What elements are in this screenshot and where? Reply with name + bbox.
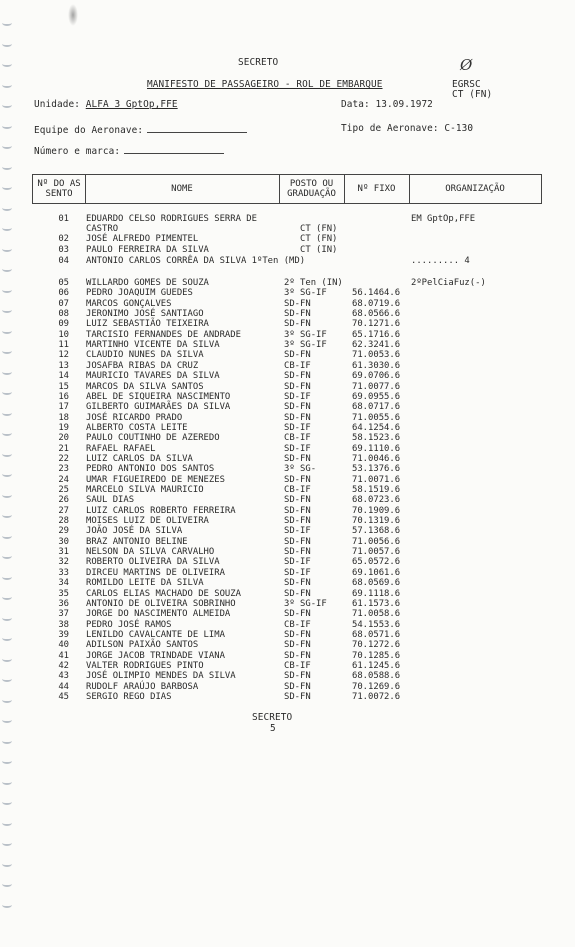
passenger-name: LUIZ CARLOS ROBERTO FERREIRA <box>86 505 236 516</box>
rank: SD-FN <box>284 516 311 527</box>
table-row <box>0 234 575 244</box>
table-row <box>0 640 575 650</box>
organization: EM GptOp,FFE <box>411 214 476 224</box>
table-row <box>0 245 575 255</box>
passenger-name: JOSÉ OLIMPIO MENDES DA SILVA <box>86 671 236 682</box>
seat-number: 11 <box>58 340 69 351</box>
rank: SD-FN <box>284 671 311 682</box>
rank: SD-FN <box>284 298 311 309</box>
table-row <box>0 661 575 671</box>
col-header-org: ORGANIZAÇÃO <box>445 184 505 194</box>
fixed-number: 70.1285.6 <box>352 650 401 661</box>
table-row <box>0 682 575 692</box>
fixed-number: 71.0077.6 <box>352 381 401 392</box>
table-row <box>0 578 575 588</box>
passenger-name: ANTONIO CARLOS CORRÊA DA SILVA 1ºTen (MD) <box>86 256 306 266</box>
numero-field <box>34 145 224 156</box>
footer-classification: SECRETO <box>252 712 293 723</box>
unidade-value: ALFA 3 GptOp,FFE <box>85 99 178 110</box>
passenger-name: BRAZ ANTONIO BELINE <box>86 536 188 547</box>
passenger-name: LENILDO CAVALCANTE DE LIMA <box>86 629 225 640</box>
table-row <box>0 361 575 371</box>
rank: SD-FN <box>284 412 311 423</box>
binder-hole <box>2 881 12 887</box>
table-header <box>32 174 542 204</box>
seat-number: 35 <box>58 588 69 599</box>
col-header-nome: NOME <box>171 184 193 194</box>
passenger-name: ANTONIO DE OLIVEIRA SOBRINHO <box>86 598 236 609</box>
table-row <box>0 319 575 329</box>
staple-mark <box>68 4 78 26</box>
fixed-number: 71.0057.6 <box>352 547 401 558</box>
tipo-value: C-130 <box>444 123 474 134</box>
rank: 3º SG-IF <box>284 288 327 299</box>
rank: SD-FN <box>284 371 311 382</box>
binder-hole <box>2 41 12 47</box>
binder-hole <box>2 738 12 744</box>
passenger-name: SAUL DIAS <box>86 495 135 506</box>
rank: CT (FN) <box>300 234 338 244</box>
seat-number: 03 <box>58 245 69 255</box>
rank: 2º Ten (IN) <box>284 278 343 288</box>
fixed-number: 71.0055.6 <box>352 412 401 423</box>
tipo-field <box>341 124 473 133</box>
binder-hole <box>2 820 12 826</box>
seat-number: 41 <box>58 650 69 661</box>
table-row <box>0 671 575 681</box>
passenger-name: PEDRO JOSÉ RAMOS <box>86 619 172 630</box>
table-row <box>0 526 575 536</box>
passenger-name: RAFAEL RAFAEL <box>86 443 156 454</box>
table-row <box>0 423 575 433</box>
fixed-number: 65.1716.6 <box>352 329 401 340</box>
table-row <box>0 330 575 340</box>
seat-number: 20 <box>58 433 69 444</box>
seat-number: 44 <box>58 681 69 692</box>
equipe-field <box>34 124 247 135</box>
rank: SD-IF <box>284 567 311 578</box>
passenger-name: ADILSON PAIXÃO SANTOS <box>86 640 199 651</box>
fixed-number: 58.1523.6 <box>352 433 401 444</box>
table-row <box>0 454 575 464</box>
seat-number: 31 <box>58 547 69 558</box>
rank: CT (IN) <box>300 245 338 255</box>
fixed-number: 68.0723.6 <box>352 495 401 506</box>
rank: CB-IF <box>284 485 311 495</box>
rank: 3º SG-IF <box>284 340 327 351</box>
top-classification: SECRETO <box>238 57 279 68</box>
table-row <box>0 288 575 298</box>
rank: SD-FN <box>284 588 311 599</box>
seat-number: 19 <box>58 422 69 433</box>
table-row <box>0 256 575 266</box>
passenger-name: MARCELO SILVA MAURICIO <box>86 485 204 495</box>
table-row <box>0 475 575 485</box>
seat-number: 24 <box>58 474 69 485</box>
stamp-line1: EGRSC <box>452 79 481 90</box>
binder-hole <box>2 902 12 908</box>
binder-hole <box>2 758 12 764</box>
passenger-name: MARCOS DA SILVA SANTOS <box>86 381 204 392</box>
fixed-number: 70.1271.6 <box>352 319 401 330</box>
passenger-name: JOSÉ RICARDO PRADO <box>86 412 183 423</box>
equipe-blank <box>147 124 247 133</box>
passenger-name: GILBERTO GUIMARÃES DA SILVA <box>86 402 231 413</box>
numero-blank <box>124 145 224 154</box>
seat-number: 32 <box>58 557 69 568</box>
seat-number: 45 <box>58 692 69 702</box>
fixed-number: 71.0071.6 <box>352 474 401 485</box>
passenger-name: JORGE DO NASCIMENTO ALMEIDA <box>86 609 231 620</box>
rank: CB-IF <box>284 360 311 371</box>
rank: SD-FN <box>284 319 311 330</box>
document-title: MANIFESTO DE PASSAGEIRO - ROL DE EMBARQUE <box>147 79 383 90</box>
rank: CB-IF <box>284 660 311 671</box>
seat-number: 42 <box>58 660 69 671</box>
table-row <box>0 382 575 392</box>
organization: 2ºPelCiaFuz(-) <box>411 278 486 288</box>
seat-number: 10 <box>58 329 69 340</box>
table-row <box>0 224 575 234</box>
binder-hole <box>2 266 12 272</box>
col-header-posto <box>279 179 344 199</box>
binder-hole <box>2 799 12 805</box>
seat-number: 36 <box>58 598 69 609</box>
passenger-name: ROBERTO OLIVEIRA DA SILVA <box>86 557 220 568</box>
rank: 3º SG-IF <box>284 598 327 609</box>
col-header-seat <box>33 179 85 199</box>
passenger-name: CLAUDIO NUNES DA SILVA <box>86 350 204 361</box>
rank: SD-FN <box>284 536 311 547</box>
table-row <box>0 547 575 557</box>
fixed-number: 71.0072.6 <box>352 692 401 702</box>
seat-number: 25 <box>58 485 69 495</box>
seat-number: 17 <box>58 402 69 413</box>
passenger-name: JOSÉ ALFREDO PIMENTEL <box>86 234 199 244</box>
table-row <box>0 464 575 474</box>
seat-number: 18 <box>58 412 69 423</box>
rank: 3º SG-IF <box>284 329 327 340</box>
fixed-number: 68.0719.6 <box>352 298 401 309</box>
seat-number: 21 <box>58 443 69 454</box>
rank: SD-IF <box>284 557 311 568</box>
seat-number: 28 <box>58 516 69 527</box>
table-row <box>0 214 575 224</box>
table-row <box>0 620 575 630</box>
rank: SD-FN <box>284 495 311 506</box>
binder-hole <box>2 840 12 846</box>
table-row <box>0 599 575 609</box>
fixed-number: 61.1245.6 <box>352 660 401 671</box>
fixed-number: 69.1110.6 <box>352 443 401 454</box>
table-row <box>0 350 575 360</box>
seat-number: 33 <box>58 567 69 578</box>
fixed-number: 71.0058.6 <box>352 609 401 620</box>
seat-number: 34 <box>58 578 69 589</box>
fixed-number: 70.1272.6 <box>352 640 401 651</box>
fixed-number: 69.1118.6 <box>352 588 401 599</box>
passenger-name: EDUARDO CELSO RODRIGUES SERRA DE <box>86 214 257 224</box>
rank: SD-IF <box>284 526 311 537</box>
seat-number: 23 <box>58 464 69 475</box>
passenger-name: LUIZ CARLOS DA SILVA <box>86 453 193 464</box>
col-header-seat-line2: SENTO <box>45 189 73 199</box>
rank: SD-FN <box>284 350 311 361</box>
rank: SD-FN <box>284 453 311 464</box>
data-value: 13.09.1972 <box>375 99 433 110</box>
fixed-number: 69.0955.6 <box>352 391 401 402</box>
table-row <box>0 568 575 578</box>
seat-number: 07 <box>58 298 69 309</box>
handwritten-mark: Ø <box>460 56 473 74</box>
binder-hole <box>2 861 12 867</box>
binder-hole <box>2 102 12 108</box>
table-row <box>0 506 575 516</box>
passenger-name: RUDOLF ARAÚJO BARBOSA <box>86 681 199 692</box>
seat-number: 12 <box>58 350 69 361</box>
fixed-number: 68.0571.6 <box>352 629 401 640</box>
rank: SD-IF <box>284 391 311 402</box>
rank: SD-FN <box>284 505 311 516</box>
fixed-number: 65.0572.6 <box>352 557 401 568</box>
fixed-number: 57.1368.6 <box>352 526 401 537</box>
table-row <box>0 692 575 702</box>
seat-number: 05 <box>58 278 69 288</box>
seat-number: 40 <box>58 640 69 651</box>
passenger-name: SERGIO REGO DIAS <box>86 692 172 702</box>
table-row <box>0 299 575 309</box>
unidade-field <box>34 100 178 109</box>
page-number: 5 <box>270 723 276 734</box>
fixed-number: 71.0053.6 <box>352 350 401 361</box>
passenger-name: MOISES LUIZ DE OLIVEIRA <box>86 516 209 527</box>
passenger-name: MAURICIO TAVARES DA SILVA <box>86 371 220 382</box>
passenger-name: PAULO FERREIRA DA SILVA <box>86 245 209 255</box>
rank: SD-FN <box>284 640 311 651</box>
fixed-number: 68.0717.6 <box>352 402 401 413</box>
seat-number: 08 <box>58 309 69 320</box>
rank: SD-IF <box>284 422 311 433</box>
seat-number: 14 <box>58 371 69 382</box>
binder-hole <box>2 61 12 67</box>
seat-number: 30 <box>58 536 69 547</box>
col-header-seat-line1: Nº DO AS <box>37 179 81 189</box>
passenger-name: JORGE JACOB TRINDADE VIANA <box>86 650 225 661</box>
rank: SD-FN <box>284 402 311 413</box>
fixed-number: 54.1553.6 <box>352 619 401 630</box>
unidade-label: Unidade: <box>34 99 80 110</box>
seat-number: 04 <box>58 256 69 266</box>
fixed-number: 70.1319.6 <box>352 516 401 527</box>
rank: SD-FN <box>284 578 311 589</box>
passenger-name: ALBERTO COSTA LEITE <box>86 422 188 433</box>
equipe-label: Equipe do Aeronave: <box>34 125 144 136</box>
table-row <box>0 278 575 288</box>
passenger-name: ABEL DE SIQUEIRA NASCIMENTO <box>86 391 231 402</box>
passenger-name: PEDRO ANTONIO DOS SANTOS <box>86 464 215 475</box>
fixed-number: 56.1464.6 <box>352 288 401 299</box>
seat-number: 26 <box>58 495 69 506</box>
table-row <box>0 444 575 454</box>
passenger-name: MARCOS GONÇALVES <box>86 298 172 309</box>
numero-label: Número e marca: <box>34 146 121 157</box>
table-row <box>0 651 575 661</box>
table-row <box>0 402 575 412</box>
col-header-fixo: Nº FIXO <box>357 184 396 194</box>
stamp-line2: CT (FN) <box>452 89 493 100</box>
rank: 3º SG- <box>284 464 317 475</box>
fixed-number: 68.0569.6 <box>352 578 401 589</box>
binder-hole <box>2 717 12 723</box>
seat-number: 43 <box>58 671 69 682</box>
binder-hole <box>2 82 12 88</box>
passenger-name: JOÃO JOSÉ DA SILVA <box>86 526 183 537</box>
binder-hole <box>2 20 12 26</box>
fixed-number: 68.0588.6 <box>352 671 401 682</box>
binder-hole <box>2 779 12 785</box>
table-row <box>0 589 575 599</box>
passenger-name: MARTINHO VICENTE DA SILVA <box>86 340 220 351</box>
rank: SD-FN <box>284 681 311 692</box>
rank: SD-FN <box>284 309 311 320</box>
data-field <box>341 100 433 109</box>
passenger-name: PAULO COUTINHO DE AZEREDO <box>86 433 220 444</box>
rank: SD-FN <box>284 650 311 661</box>
fixed-number: 70.1269.6 <box>352 681 401 692</box>
passenger-name: JOSAFBA RIBAS DA CRUZ <box>86 360 199 371</box>
fixed-number: 62.3241.6 <box>352 340 401 351</box>
rank: SD-IF <box>284 443 311 454</box>
fixed-number: 70.1909.6 <box>352 505 401 516</box>
seat-number: 02 <box>58 234 69 244</box>
seat-number: 22 <box>58 453 69 464</box>
table-row <box>0 557 575 567</box>
rank: SD-FN <box>284 609 311 620</box>
seat-number: 13 <box>58 360 69 371</box>
fixed-number: 69.1061.6 <box>352 567 401 578</box>
fixed-number: 61.1573.6 <box>352 598 401 609</box>
fixed-number: 53.1376.6 <box>352 464 401 475</box>
table-row <box>0 630 575 640</box>
rank: SD-FN <box>284 629 311 640</box>
fixed-number: 71.0046.6 <box>352 453 401 464</box>
passenger-name: PEDRO JOAQUIM GUEDES <box>86 288 193 299</box>
fixed-number: 69.0706.6 <box>352 371 401 382</box>
binder-hole <box>2 164 12 170</box>
passenger-name: DIRCEU MARTINS DE OLIVEIRA <box>86 567 225 578</box>
passenger-name: LUIZ SEBASTIÃO TEIXEIRA <box>86 319 209 330</box>
tipo-label: Tipo de Aeronave: <box>341 123 439 134</box>
col-header-posto-line2: GRADUAÇÃO <box>287 189 336 199</box>
col-header-posto-line1: POSTO OU <box>289 179 334 189</box>
seat-number: 39 <box>58 629 69 640</box>
table-row <box>0 609 575 619</box>
seat-number: 01 <box>58 214 69 224</box>
passenger-name: VALTER RODRIGUES PINTO <box>86 660 204 671</box>
table-row <box>0 495 575 505</box>
table-row <box>0 340 575 350</box>
passenger-name: CARLOS ELIAS MACHADO DE SOUZA <box>86 588 241 599</box>
fixed-number: 61.3030.6 <box>352 360 401 371</box>
rank: CB-IF <box>284 433 311 444</box>
fixed-number: 71.0056.6 <box>352 536 401 547</box>
fixed-number: 58.1519.6 <box>352 485 401 495</box>
seat-number: 15 <box>58 381 69 392</box>
passenger-name: UMAR FIGUEIREDO DE MENEZES <box>86 474 225 485</box>
passenger-name: ROMILDO LEITE DA SILVA <box>86 578 204 589</box>
table-row <box>0 392 575 402</box>
binder-hole <box>2 123 12 129</box>
seat-number: 37 <box>58 609 69 620</box>
fixed-number: 68.0566.6 <box>352 309 401 320</box>
rank: SD-FN <box>284 547 311 558</box>
table-row <box>0 433 575 443</box>
passenger-name: TARCISIO FERNANDES DE ANDRADE <box>86 329 241 340</box>
seat-number: 09 <box>58 319 69 330</box>
seat-number: 38 <box>58 619 69 630</box>
binder-hole <box>2 143 12 149</box>
seat-number: 16 <box>58 391 69 402</box>
data-label: Data: <box>341 99 370 110</box>
seat-number: 06 <box>58 288 69 299</box>
table-row <box>0 485 575 495</box>
passenger-name: NELSON DA SILVA CARVALHO <box>86 547 215 558</box>
seat-number: 29 <box>58 526 69 537</box>
rank: CT (FN) <box>300 224 338 234</box>
passenger-name: JERONIMO JOSÉ SANTIAGO <box>86 309 204 320</box>
seat-number: 27 <box>58 505 69 516</box>
table-row <box>0 371 575 381</box>
rank: CB-IF <box>284 619 311 630</box>
passenger-name: WILLARDO GOMES DE SOUZA <box>86 278 209 288</box>
table-row <box>0 309 575 319</box>
group-count: ......... 4 <box>411 256 470 266</box>
rank: SD-FN <box>284 381 311 392</box>
binder-hole <box>2 184 12 190</box>
fixed-number: 64.1254.6 <box>352 422 401 433</box>
table-row <box>0 413 575 423</box>
rank: SD-FN <box>284 474 311 485</box>
table-row <box>0 537 575 547</box>
table-row <box>0 516 575 526</box>
name-continuation: CASTRO <box>86 224 119 234</box>
rank: SD-FN <box>284 692 311 702</box>
binder-hole <box>2 205 12 211</box>
